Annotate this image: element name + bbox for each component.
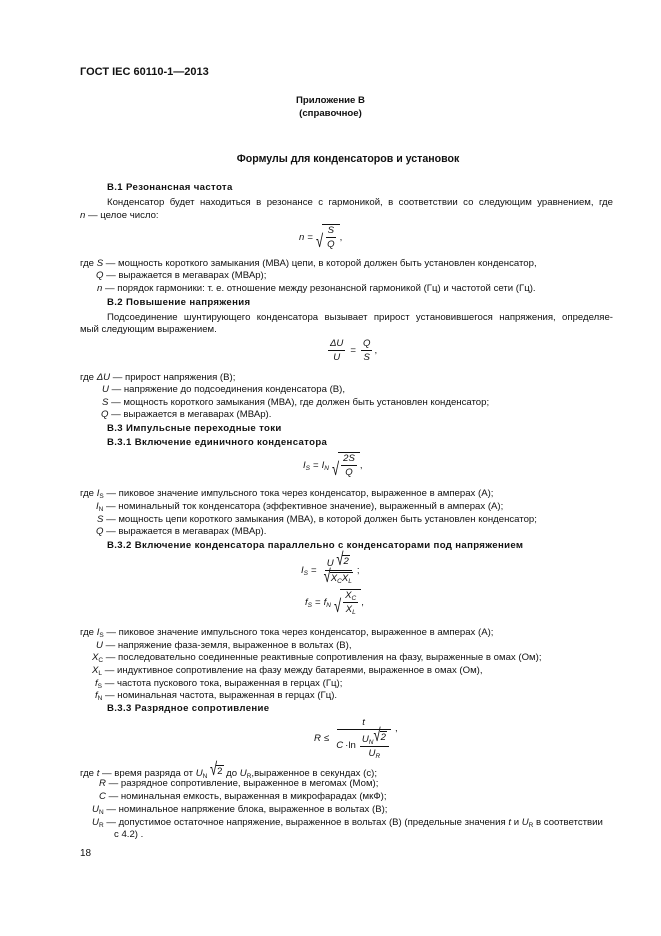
definition <box>96 526 266 538</box>
page-number: 18 <box>80 848 92 859</box>
symbol: U <box>92 804 99 815</box>
formula-lhs: I <box>301 565 304 576</box>
text: — последовательно соединенные реактивные сопротивления на фазу, выраженные в омах (Ом); <box>105 652 542 663</box>
formula-rel: ≤ <box>323 732 330 744</box>
subscript: L <box>98 670 103 677</box>
definition <box>92 804 387 816</box>
numerator: S <box>327 225 335 236</box>
symbol: X <box>92 665 99 676</box>
symbol: I <box>96 501 99 512</box>
subscript: S <box>305 464 311 472</box>
symbol: I <box>96 627 100 638</box>
formula-eq: = <box>313 459 319 471</box>
symbol: ΔU <box>96 372 111 383</box>
symbol: S <box>102 397 109 408</box>
numerator: 2S <box>343 453 355 464</box>
symbol: U <box>521 817 529 828</box>
definition <box>102 384 345 396</box>
text: — порядок гармоники: т. е. отношение между резонансной гармоникой (Гц) и частотой сети (Гц). <box>105 283 536 294</box>
numerator: ΔU <box>330 338 344 349</box>
definition <box>96 640 352 652</box>
punct: , <box>374 345 378 356</box>
symbol: X <box>92 652 99 663</box>
symbol: U <box>96 640 103 651</box>
subscript: N <box>202 773 208 780</box>
definition <box>96 270 266 282</box>
definition <box>95 678 342 690</box>
symbol: Q <box>96 270 104 281</box>
text: — мощность цепи короткого замыкания (МВА), в которой должен быть установлен конденсатор; <box>106 514 537 525</box>
subscript: S <box>99 493 104 500</box>
subscript: N <box>368 739 374 746</box>
where: где <box>80 768 95 779</box>
section-heading-b3: В.3 Импульсные переходные токи <box>107 423 282 434</box>
subscript: C <box>337 578 342 585</box>
definition <box>97 514 537 526</box>
formula-eq: = <box>350 345 356 356</box>
definition <box>97 283 536 295</box>
symbol: U <box>92 817 99 828</box>
symbol: S <box>96 258 104 269</box>
symbol: Q <box>101 409 109 420</box>
inner-numerator: U <box>361 734 369 745</box>
symbol: R <box>99 778 106 789</box>
punct: ; <box>356 565 360 576</box>
subscript: R <box>528 822 534 829</box>
definition: где t — время разряда от $U_N$ √ 2 до $U_R,выраженное$ в секундах (с); <box>80 758 377 780</box>
document-id: ГОСТ IEC 60110-1—2013 <box>80 66 209 78</box>
subscript: L <box>348 578 352 585</box>
subscript: N <box>326 601 331 609</box>
formula-lhs: I <box>303 459 306 471</box>
definition-continuation: с 4.2) . <box>114 829 144 840</box>
definition <box>99 791 387 803</box>
appendix-subtitle: (справочное) <box>299 108 362 119</box>
radicand: 2 <box>343 556 349 567</box>
definition <box>80 488 493 500</box>
coef: f <box>323 596 327 608</box>
definition <box>95 690 337 702</box>
formula-eq: = <box>311 565 317 576</box>
text: — напряжение фаза-земля, выраженное в вольтах (В), <box>105 640 352 651</box>
text: — выражается в мегаварах (МВАр); <box>106 270 267 281</box>
subscript: S <box>307 601 313 609</box>
text: ,выраженное в секундах (с); <box>251 768 377 779</box>
definition <box>92 652 542 664</box>
text: — мощность короткого замыкания (МВА) цепи, в которой должен быть установлен конденсатор, <box>105 258 537 269</box>
formula-lhs: f <box>305 596 308 608</box>
subscript: L <box>352 609 356 616</box>
text: — выражается в мегаварах (МВАр). <box>111 409 272 420</box>
symbol: S <box>97 514 104 525</box>
formula-lhs: n <box>299 231 305 243</box>
definition <box>92 665 483 677</box>
text: — номинальный ток конденсатора (эффективное значение), выраженный в амперах (А); <box>106 501 504 512</box>
inner-denominator: U <box>368 748 376 759</box>
subscript: R <box>246 773 252 780</box>
punct: , <box>339 231 343 243</box>
section-heading-b33: В.3.3 Разрядное сопротивление <box>107 703 270 714</box>
radicand: 2 <box>217 766 223 777</box>
den-a: X <box>330 573 338 584</box>
symbol: U <box>195 768 203 779</box>
subscript: N <box>98 506 104 513</box>
subscript: S <box>303 570 309 577</box>
definition <box>102 397 489 409</box>
punct: , <box>359 459 363 471</box>
section-heading-b2: В.2 Повышение напряжения <box>107 297 251 308</box>
punct: , <box>394 723 398 734</box>
text: — номинальная емкость, выраженная в микрофарадах (мкФ); <box>108 791 387 802</box>
text: — разрядное сопротивление, выраженное в мегомах (Мом); <box>108 778 379 789</box>
symbol: t <box>96 768 100 779</box>
numerator: t <box>337 717 391 730</box>
definition <box>101 409 271 421</box>
denominator: S <box>363 352 370 363</box>
text: — номинальное напряжение блока, выраженное в вольтах (В); <box>106 804 388 815</box>
subscript: C <box>351 595 357 602</box>
text: — целое число: <box>88 210 159 221</box>
text: — напряжение до подсоединения конденсатора (В), <box>111 384 346 395</box>
text: — мощность короткого замыкания (МВА), где должен быть установлен конденсатор; <box>111 397 490 408</box>
definition <box>80 258 537 270</box>
text: — пиковое значение импульсного тока через конденсатор, выраженное в амперах (А); <box>106 488 494 499</box>
denominator: U <box>333 352 341 363</box>
subscript: S <box>99 632 104 639</box>
subscript: N <box>98 809 104 816</box>
subscript: S <box>97 683 103 690</box>
text: — допустимое остаточное напряжение, выраженное в вольтах (В) (предельные значения <box>106 817 506 828</box>
numerator: X <box>345 590 352 601</box>
symbol: U <box>102 384 109 395</box>
definition <box>80 372 235 384</box>
subscript: R <box>375 753 381 760</box>
where: где <box>80 258 95 269</box>
definition <box>99 778 378 790</box>
numerator: U <box>326 558 334 569</box>
symbol: t <box>508 817 512 828</box>
den-b: X <box>341 573 349 584</box>
definition <box>80 627 493 639</box>
denominator: Q <box>327 239 335 250</box>
formula-eq: = <box>307 231 313 243</box>
formula-inrush-single <box>303 452 363 478</box>
formula-inrush-frequency: $f_S$ = $f_N$ √ $\frac{X_C}{X_L}$ , <box>305 590 364 617</box>
denominator: Q <box>345 467 353 478</box>
paragraph-line: Конденсатор будет находиться в резонансе с гармоникой, в соответствии со следующим уравнением, где <box>107 197 613 208</box>
punct: , <box>361 596 364 608</box>
section-heading-b32: В.3.2 Включение конденсатора параллельно с конденсаторами под напряжением <box>107 540 524 551</box>
where: где <box>80 627 95 638</box>
text: — номинальная частота, выраженная в герцах (Гц). <box>105 690 338 701</box>
symbol: f <box>95 678 98 689</box>
symbol: U <box>239 768 247 779</box>
symbol: C <box>99 791 106 802</box>
section-heading-b1: В.1 Резонансная частота <box>107 182 233 193</box>
page-title: Формулы для конденсаторов и установок <box>236 153 460 165</box>
coef: I <box>321 459 325 471</box>
text: в соответствии <box>536 817 603 828</box>
numerator: Q <box>362 338 371 349</box>
paragraph-line: Подсоединение шунтирующего конденсатора вызывает прирост установившегося напряжения, определяе- <box>107 312 613 323</box>
where: где <box>80 372 95 383</box>
formula-eq: = <box>315 596 321 608</box>
formula-lhs: R <box>314 732 321 744</box>
subscript: C <box>98 657 104 664</box>
symbol: n <box>97 283 103 294</box>
text: — выражается в мегаварах (МВАр). <box>106 526 267 537</box>
definition <box>92 817 603 829</box>
section-heading-b31: В.3.1 Включение единичного конденсатора <box>107 437 328 448</box>
paragraph-line <box>80 210 159 222</box>
sqrt: √ $\frac{S}{Q}$ <box>316 224 340 250</box>
text: и <box>513 817 520 828</box>
text: — индуктивное сопротивление на фазу между батареями, выраженное в омах (Ом), <box>104 665 483 676</box>
text: — пиковое значение импульсного тока через конденсатор, выраженное в амперах (А); <box>106 627 494 638</box>
definition <box>96 501 503 513</box>
text: до <box>226 768 238 779</box>
ln-operator: ·ln <box>345 739 356 751</box>
symbol: f <box>95 690 98 701</box>
formula-voltage-rise <box>326 338 377 363</box>
denominator: X <box>345 604 353 615</box>
text: — прирост напряжения (В); <box>112 372 236 383</box>
symbol: Q <box>96 526 104 537</box>
den-c: C <box>336 739 344 751</box>
subscript: N <box>324 464 329 472</box>
subscript: R <box>98 822 104 829</box>
formula-discharge-resistance: R ≤ t C ·ln $U_N$ √ 2 $U_R$ , <box>314 717 398 760</box>
text: — время разряда от <box>102 768 194 779</box>
symbol: I <box>96 488 100 499</box>
formula-resonance <box>299 224 342 250</box>
paragraph-line: мый следующим выражением. <box>80 324 217 335</box>
appendix-title: Приложение В <box>296 95 365 106</box>
formula-inrush-parallel: $I_S$ = U √ 2 √ $X_CX_L$ ; <box>301 548 360 587</box>
sqrt: √ $\frac{2S}{Q}$ <box>332 452 360 478</box>
where: где <box>80 488 95 499</box>
radicand: 2 <box>380 732 386 743</box>
symbol: n <box>80 210 86 221</box>
text: — частота пускового тока, выраженная в герцах (Гц); <box>104 678 343 689</box>
subscript: N <box>97 695 103 702</box>
